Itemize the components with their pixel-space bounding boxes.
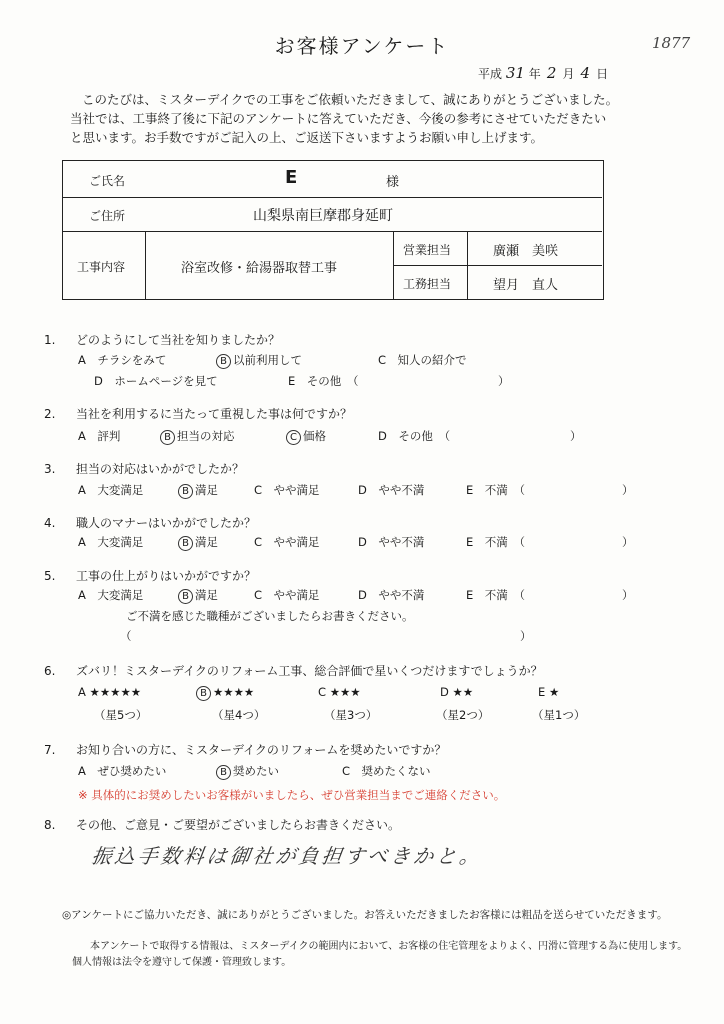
q3-option-a: A 大変満足 bbox=[78, 483, 144, 497]
q1-b-circle: B bbox=[216, 354, 231, 369]
q4-option-e: E 不満 （ bbox=[466, 535, 526, 549]
q5-option-b bbox=[178, 587, 218, 604]
footer-privacy-line-2: 個人情報は法令を遵守して保護・管理致します。 bbox=[72, 957, 292, 968]
q5-option-c: C やや満足 bbox=[254, 588, 320, 602]
q1-option-d: D ホームページを見て bbox=[94, 374, 218, 388]
q1-option-e: E その他 （ bbox=[288, 374, 359, 388]
q6-option-a bbox=[78, 685, 141, 699]
q3-option-e: E 不満 （ bbox=[466, 483, 526, 497]
q1-text: どのようにして当社を知りましたか？ bbox=[76, 333, 281, 347]
name-label: ご氏名 bbox=[89, 174, 126, 188]
q2-option-d: D その他 （ bbox=[378, 429, 451, 443]
q6-option-d-stars: ★★ bbox=[452, 685, 474, 699]
q4-option-a: A 大変満足 bbox=[78, 535, 144, 549]
q5-option-d: D やや不満 bbox=[358, 588, 425, 602]
date-month: 2 bbox=[546, 64, 557, 82]
q5-number: 5. bbox=[44, 569, 56, 583]
serial-number: 1877 bbox=[652, 34, 691, 52]
q4-b-circle: B bbox=[178, 536, 193, 551]
name-value: E bbox=[285, 167, 298, 188]
q5-b-circle: B bbox=[178, 589, 193, 604]
q6-caption-a: （星5つ） bbox=[94, 708, 148, 722]
q1-option-c: C 知人の紹介で bbox=[378, 353, 467, 367]
q2-option-d-close: ） bbox=[570, 429, 582, 443]
q4-option-e-close: ） bbox=[622, 535, 634, 549]
q6-option-d-letter: D bbox=[440, 685, 449, 699]
q6-option-c-letter: C bbox=[318, 685, 327, 699]
q3-text: 担当の対応はいかがでしたか？ bbox=[76, 462, 245, 476]
q7-option-b-label: 奨めたい bbox=[233, 764, 279, 778]
q3-option-b bbox=[178, 482, 218, 499]
q1-option-b bbox=[216, 352, 302, 369]
q6-caption-b: （星4つ） bbox=[212, 708, 266, 722]
q6-option-c-stars: ★★★ bbox=[329, 685, 361, 699]
q6-option-e-letter: E bbox=[538, 685, 546, 699]
q1-number: 1. bbox=[44, 333, 56, 347]
date-era: 平成 bbox=[478, 67, 503, 81]
customer-info-table bbox=[62, 160, 604, 300]
intro-line-2: 当社では、工事終了後に下記のアンケートに答えていただき、今後の参考にさせていただきたい bbox=[70, 111, 607, 126]
q3-b-circle: B bbox=[178, 484, 193, 499]
q8-handwritten-answer: 振込手数料は御社が負担すべきかと。 bbox=[90, 844, 485, 868]
q5-sub-open: （ bbox=[120, 629, 132, 643]
address-label: ご住所 bbox=[89, 209, 126, 223]
q6-option-b bbox=[196, 685, 254, 701]
date-year: 31 bbox=[505, 64, 525, 82]
q7-b-circle: B bbox=[216, 765, 231, 780]
q3-option-d: D やや不満 bbox=[358, 483, 425, 497]
date-day-label: 日 bbox=[596, 67, 609, 81]
engineer-value: 望月 直人 bbox=[493, 278, 559, 293]
q7-option-b bbox=[216, 763, 279, 780]
address-value: 山梨県南巨摩郡身延町 bbox=[253, 208, 393, 224]
q2-b-circle: B bbox=[160, 430, 175, 445]
q5-sub-close: ） bbox=[520, 629, 532, 643]
q2-text: 当社を利用するに当たって重視した事は何ですか？ bbox=[76, 407, 353, 421]
q3-number: 3. bbox=[44, 462, 56, 476]
engineer-label: 工務担当 bbox=[403, 277, 452, 291]
sales-label: 営業担当 bbox=[403, 243, 452, 257]
name-suffix: 様 bbox=[386, 175, 400, 190]
q6-option-a-letter: A bbox=[78, 685, 86, 699]
sales-value: 廣瀬 美咲 bbox=[493, 244, 559, 259]
page-title: お客様アンケート bbox=[274, 34, 450, 58]
q6-option-c bbox=[318, 685, 361, 699]
q7-number: 7. bbox=[44, 743, 56, 757]
intro-line-1: このたびは、ミスターデイクでの工事をご依頼いただきまして、誠にありがとうございました。 bbox=[82, 92, 619, 107]
q3-option-c: C やや満足 bbox=[254, 483, 320, 497]
q3-option-e-close: ） bbox=[622, 483, 634, 497]
q6-caption-c: （星3つ） bbox=[324, 708, 378, 722]
date-month-label: 月 bbox=[562, 67, 575, 81]
q6-option-e-stars: ★ bbox=[548, 685, 560, 699]
q2-number: 2. bbox=[44, 407, 56, 421]
q5-option-a: A 大変満足 bbox=[78, 588, 144, 602]
q8-text: その他、ご意見・ご要望がございましたらお書きください。 bbox=[76, 818, 401, 832]
q6-number: 6. bbox=[44, 664, 56, 678]
q2-option-c bbox=[286, 428, 326, 445]
date-day: 4 bbox=[580, 64, 591, 82]
q6-option-d bbox=[440, 685, 473, 699]
q6-option-e bbox=[538, 685, 559, 699]
q5-text: 工事の仕上がりはいかがですか？ bbox=[76, 569, 257, 583]
q8-number: 8. bbox=[44, 818, 56, 832]
intro-line-3: と思います。お手数ですがご記入の上、ご返送下さいますようお願い申し上げます。 bbox=[70, 130, 544, 145]
footer-thanks: ◎アンケートにご協力いただき、誠にありがとうございました。お答えいただきましたお客様には粗品を送らせていただきます。 bbox=[62, 909, 668, 921]
q2-option-c-label: 価格 bbox=[303, 429, 326, 443]
date-year-label: 年 bbox=[528, 67, 541, 81]
q6-text: ズバリ！ミスターデイクのリフォーム工事、総合評価で星いくつだけますでしょうか？ bbox=[76, 664, 543, 678]
q6-option-a-stars: ★★★★★ bbox=[89, 685, 142, 699]
date-line bbox=[478, 64, 608, 82]
q4-text: 職人のマナーはいかがでしたか？ bbox=[76, 516, 257, 530]
q5-sub-text: ご不満を感じた職種がございましたらお書きください。 bbox=[126, 609, 414, 623]
footer-privacy bbox=[72, 939, 687, 971]
q6-caption-e: （星1つ） bbox=[532, 708, 586, 722]
q4-option-b-label: 満足 bbox=[195, 535, 218, 549]
q7-text: お知り合いの方に、ミスターデイクのリフォームを奨めたいですか？ bbox=[76, 743, 447, 757]
q2-option-b bbox=[160, 428, 235, 445]
q7-option-c: C 奨めたくない bbox=[342, 764, 431, 778]
q3-option-b-label: 満足 bbox=[195, 483, 218, 497]
q2-option-b-label: 担当の対応 bbox=[177, 429, 235, 443]
work-label: 工事内容 bbox=[77, 260, 126, 274]
intro-text bbox=[70, 90, 670, 147]
q6-b-circle: B bbox=[196, 686, 211, 701]
q6-option-b-stars: ★★★★ bbox=[213, 685, 255, 699]
q1-option-b-label: 以前利用して bbox=[233, 353, 302, 367]
q2-c-circle: C bbox=[286, 430, 301, 445]
q1-option-a: A チラシをみて bbox=[78, 353, 167, 367]
q5-option-e: E 不満 （ bbox=[466, 588, 526, 602]
q4-option-d: D やや不満 bbox=[358, 535, 425, 549]
q5-option-b-label: 満足 bbox=[195, 588, 218, 602]
q7-note: ※ 具体的にお奨めしたいお客様がいましたら、ぜひ営業担当までご連絡ください。 bbox=[78, 788, 506, 802]
q4-number: 4. bbox=[44, 516, 56, 530]
work-value: 浴室改修・給湯器取替工事 bbox=[181, 261, 338, 276]
q7-option-a: A ぜひ奨めたい bbox=[78, 764, 167, 778]
q4-option-c: C やや満足 bbox=[254, 535, 320, 549]
footer-privacy-line-1: 本アンケートで取得する情報は、ミスターデイクの範囲内において、お客様の住宅管理をよりよく、円滑に管理する為に使用します。 bbox=[90, 941, 688, 952]
q5-option-e-close: ） bbox=[622, 588, 634, 602]
q6-caption-d: （星2つ） bbox=[436, 708, 490, 722]
q2-option-a: A 評判 bbox=[78, 429, 121, 443]
q4-option-b bbox=[178, 534, 218, 551]
q1-option-e-close: ） bbox=[498, 374, 510, 388]
